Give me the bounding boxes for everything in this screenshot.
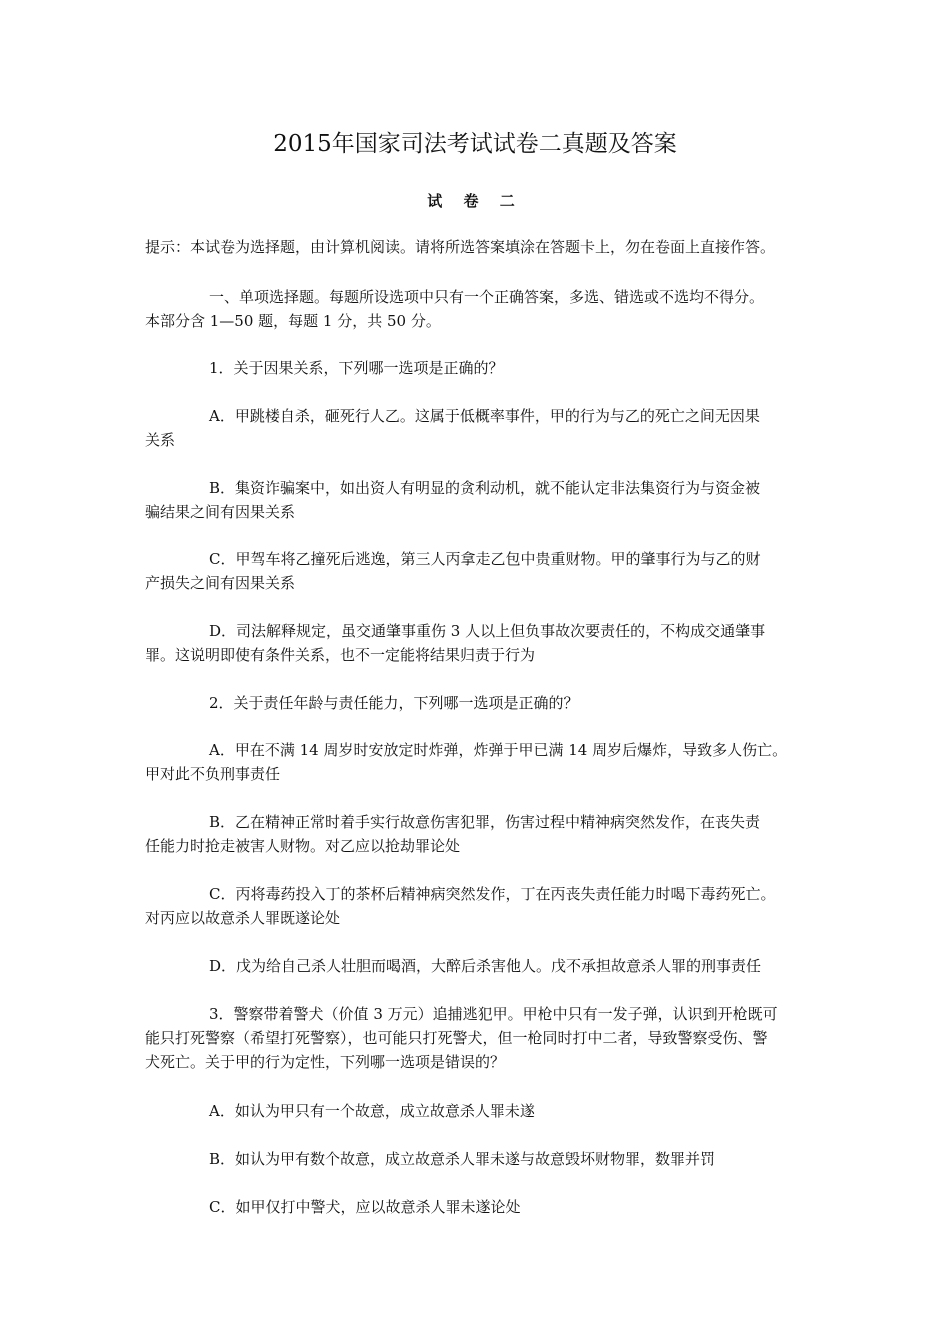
- option-line: C．甲驾车将乙撞死后逃逸，第三人丙拿走乙包中贵重财物。甲的肇事行为与乙的财: [209, 550, 761, 568]
- question-1-option-a: [145, 404, 813, 452]
- option-line: B．集资诈骗案中，如出资人有明显的贪利动机，就不能认定非法集资行为与资金被: [209, 479, 761, 497]
- option-line: A．甲在不满 14 周岁时安放定时炸弹，炸弹于甲已满 14 周岁后爆炸，导致多人伤亡。: [209, 741, 788, 759]
- document-title: 2015年国家司法考试试卷二真题及答案: [273, 131, 677, 157]
- question-stem-line: 1．关于因果关系，下列哪一选项是正确的？: [209, 359, 504, 377]
- notice-paragraph: [145, 235, 813, 259]
- option-line: A．如认为甲只有一个故意，成立故意杀人罪未遂: [209, 1102, 535, 1120]
- option-line: B．乙在精神正常时着手实行故意伤害犯罪，伤害过程中精神病突然发作，在丧失责: [209, 813, 761, 831]
- option-line: B．如认为甲有数个故意，成立故意杀人罪未遂与故意毁坏财物罪，数罪并罚: [209, 1150, 716, 1168]
- question-3-stem: [145, 1002, 813, 1074]
- section-intro-line: 一、单项选择题。每题所设选项中只有一个正确答案，多选、错选或不选均不得分。: [209, 288, 765, 306]
- question-2-option-d: [145, 954, 813, 978]
- option-line: A．甲跳楼自杀，砸死行人乙。这属于低概率事件，甲的行为与乙的死亡之间无因果: [209, 407, 760, 425]
- question-1-option-d: [145, 619, 813, 667]
- option-line: C．丙将毒药投入丁的茶杯后精神病突然发作，丁在丙丧失责任能力时喝下毒药死亡。: [209, 885, 776, 903]
- option-line: 罪。这说明即使有条件关系，也不一定能将结果归责于行为: [145, 646, 536, 664]
- question-stem-line: 3．警察带着警犬（价值 3 万元）追捕逃犯甲。甲枪中只有一发子弹，认识到开枪既可: [209, 1005, 778, 1023]
- question-stem-line: 2．关于责任年龄与责任能力，下列哪一选项是正确的？: [209, 694, 579, 712]
- question-stem-line: 能只打死警察（希望打死警察），也可能只打死警犬，但一枪同时打中二者，导致警察受伤、警: [145, 1029, 768, 1047]
- question-2-stem: [145, 691, 813, 715]
- question-3-option-c: [145, 1195, 813, 1219]
- option-line: 关系: [145, 431, 176, 449]
- option-line: 产损失之间有因果关系: [145, 574, 296, 592]
- question-3-option-a: [145, 1099, 813, 1123]
- question-1-option-b: [145, 476, 813, 524]
- paper-subtitle: 试 卷 二: [427, 192, 523, 210]
- option-line: C．如甲仅打中警犬，应以故意杀人罪未遂论处: [209, 1198, 521, 1216]
- option-line: 甲对此不负刑事责任: [145, 765, 281, 783]
- option-line: 骗结果之间有因果关系: [145, 503, 296, 521]
- section-intro: [145, 285, 813, 333]
- question-2-option-a: [145, 738, 813, 786]
- section-intro-line: 本部分含 1—50 题，每题 1 分，共 50 分。: [145, 312, 441, 330]
- option-line: D．戊为给自己杀人壮胆而喝酒，大醉后杀害他人。戊不承担故意杀人罪的刑事责任: [209, 957, 762, 975]
- question-1-stem: [145, 356, 813, 380]
- question-1-option-c: [145, 547, 813, 595]
- question-stem-line: 犬死亡。关于甲的行为定性，下列哪一选项是错误的？: [145, 1053, 506, 1071]
- option-line: 对丙应以故意杀人罪既遂论处: [145, 909, 341, 927]
- notice-text: 提示：本试卷为选择题，由计算机阅读。请将所选答案填涂在答题卡上，勿在卷面上直接作答。: [145, 238, 776, 256]
- question-2-option-b: [145, 810, 813, 858]
- option-line: 任能力时抢走被害人财物。对乙应以抢劫罪论处: [145, 837, 461, 855]
- option-line: D．司法解释规定，虽交通肇事重伤 3 人以上但负事故次要责任的，不构成交通肇事: [209, 622, 766, 640]
- question-3-option-b: [145, 1147, 813, 1171]
- question-2-option-c: [145, 882, 813, 930]
